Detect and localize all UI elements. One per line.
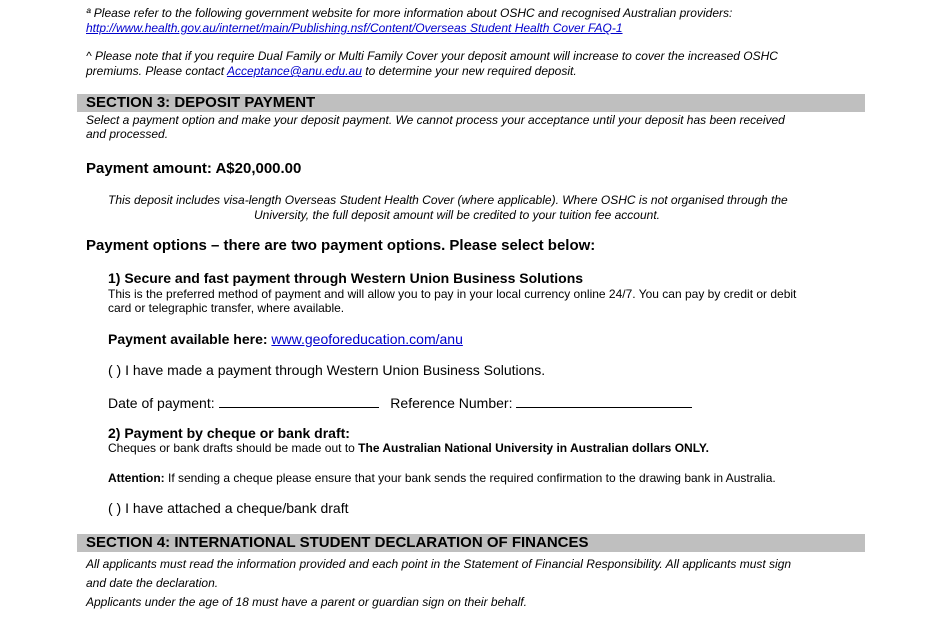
geoforeducation-link[interactable]: www.geoforeducation.com/anu: [271, 331, 463, 347]
payment-available-line: [108, 331, 463, 347]
option2-desc-prefix: Cheques or bank drafts should be made out to: [108, 441, 359, 455]
option2-desc: [108, 441, 709, 455]
attention-text: If sending a cheque please ensure that your bank sends the required confirmation to the drawing bank in Australia.: [164, 471, 776, 485]
section3-title: SECTION 3: DEPOSIT PAYMENT: [86, 94, 316, 111]
option1-heading: 1) Secure and fast payment through Western Union Business Solutions: [108, 270, 584, 286]
western-union-payment-option[interactable]: ( ) I have made a payment through Western Union Business Solutions.: [108, 362, 546, 378]
option2-heading: 2) Payment by cheque or bank draft:: [108, 425, 350, 441]
section4-line2: and date the declaration.: [86, 576, 219, 590]
date-of-payment-field[interactable]: [219, 394, 379, 408]
section3-intro-line2: and processed.: [86, 127, 169, 141]
payment-options-heading: Payment options – there are two payment options. Please select below:: [86, 237, 596, 254]
family-cover-note-line1: ^ Please note that if you require Dual Family or Multi Family Cover your deposit amount will increase to cover the increased OSHC: [86, 49, 778, 63]
family-cover-note-line2: [86, 64, 577, 78]
section4-line3: Applicants under the age of 18 must have a parent or guardian sign on their behalf.: [86, 595, 527, 609]
payment-amount: Payment amount: A$20,000.00: [86, 160, 302, 177]
payment-details-line: [108, 394, 692, 411]
payment-available-label: Payment available here:: [108, 331, 272, 347]
reference-number-label: Reference Number:: [390, 395, 513, 411]
attention-label: Attention:: [108, 471, 165, 485]
date-of-payment-label: Date of payment:: [108, 395, 215, 411]
section4-line1: All applicants must read the information provided and each point in the Statement of Financial Responsibility. All applicants must sign: [86, 557, 792, 571]
option2-desc-bold: The Australian National University in Australian dollars ONLY.: [358, 441, 709, 455]
attention-line: [108, 471, 776, 485]
acceptance-email-link[interactable]: Acceptance@anu.edu.au: [226, 64, 362, 78]
deposit-note-line2: University, the full deposit amount will be credited to your tuition fee account.: [254, 208, 660, 222]
oshc-faq-link[interactable]: http://www.health.gov.au/internet/main/Publishing.nsf/Content/Overseas Student Health Cover FAQ-1: [86, 21, 623, 35]
family-cover-note-suffix: to determine your new required deposit.: [361, 64, 577, 78]
section3-intro-line1: Select a payment option and make your deposit payment. We cannot process your acceptance until your deposit has been received: [86, 113, 785, 127]
option1-desc-line2: card or telegraphic transfer, where available.: [108, 301, 345, 315]
section4-title: SECTION 4: INTERNATIONAL STUDENT DECLARATION OF FINANCES: [86, 534, 589, 551]
oshc-link-line: [86, 21, 623, 35]
oshc-note-text: ª Please refer to the following government website for more information about OSHC and recognised Australian providers:: [86, 6, 733, 20]
deposit-note-line1: This deposit includes visa-length Overseas Student Health Cover (where applicable). Where OSHC is not organised through the: [108, 193, 788, 207]
option1-desc-line1: This is the preferred method of payment and will allow you to pay in your local currency online 24/7. You can pay by credit or debit: [108, 287, 797, 301]
cheque-attached-option[interactable]: ( ) I have attached a cheque/bank draft: [108, 500, 349, 516]
oshc-note: [86, 6, 732, 20]
family-cover-note-prefix: premiums. Please contact: [86, 64, 227, 78]
reference-number-field[interactable]: [516, 394, 692, 408]
